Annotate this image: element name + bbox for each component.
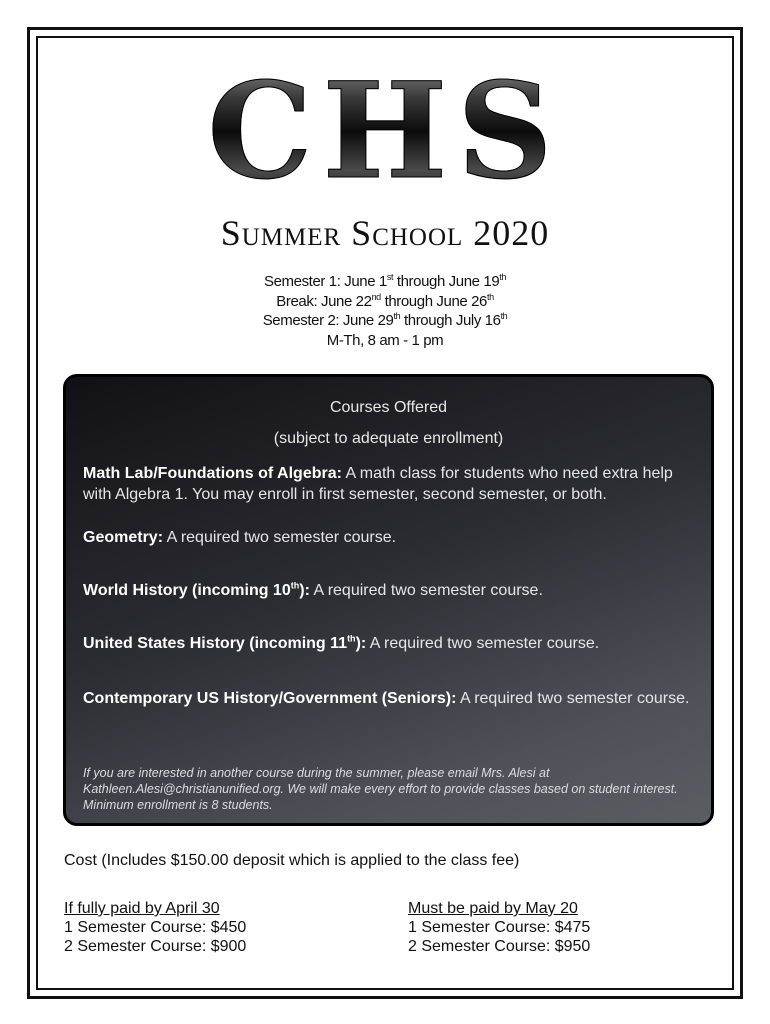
chs-logo: CHS	[207, 54, 563, 209]
schedule	[0, 272, 770, 350]
early-pricing	[64, 899, 246, 956]
course-geometry: Geometry: A required two semester course.	[83, 529, 397, 546]
course-world-history: World History (incoming 10th): A required two semester course.	[83, 580, 543, 599]
late-price-one: 1 Semester Course: $475	[408, 919, 591, 936]
late-price-two: 2 Semester Course: $950	[408, 938, 591, 955]
break-dates: Break: June 22nd through June 26th	[276, 291, 494, 310]
course-math-lab: Math Lab/Foundations of Algebra: A math class for students who need extra help with Algebra 1. You may enroll in first semester, second semester, or both.	[83, 465, 673, 503]
courses-title: Courses Offered	[329, 399, 448, 416]
cost-summary: Cost (Includes $150.00 deposit which is applied to the class fee)	[64, 852, 520, 869]
early-price-one: 1 Semester Course: $450	[64, 919, 247, 936]
courses-subtitle: (subject to adequate enrollment)	[273, 430, 504, 447]
course-us-history: United States History (incoming 11th): A required two semester course.	[83, 633, 600, 652]
early-price-two: 2 Semester Course: $900	[64, 938, 247, 955]
page-title: Summer School 2020	[220, 213, 550, 253]
early-pricing-heading: If fully paid by April 30	[64, 900, 220, 917]
late-pricing	[408, 899, 590, 956]
courses-box	[63, 374, 714, 826]
semester-2-dates: Semester 2: June 29th through July 16th	[262, 311, 508, 329]
class-hours: M-Th, 8 am - 1 pm	[326, 331, 444, 349]
enrollment-note: If you are interested in another course during the summer, please email Mrs. Alesi at Kathleen.Alesi@christianunified.org. We will make every effort to provide classes based on student interest. Minimum enrollment is 8 students.	[83, 766, 678, 812]
semester-1-dates: Semester 1: June 1st through June 19th	[264, 272, 506, 290]
late-pricing-heading: Must be paid by May 20	[408, 900, 578, 917]
course-contemporary-history: Contemporary US History/Government (Seniors): A required two semester course.	[83, 690, 690, 707]
